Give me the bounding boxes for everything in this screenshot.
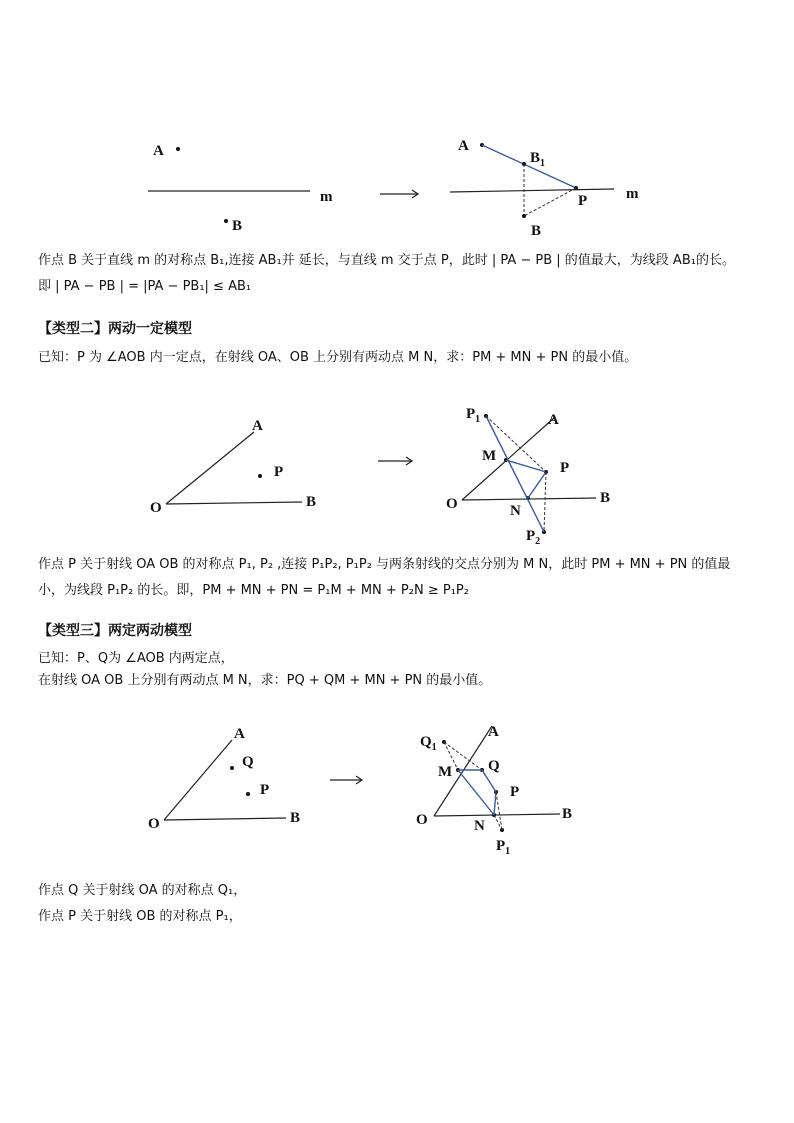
fig3-label-M: M: [438, 764, 453, 780]
figure-1: [140, 100, 685, 250]
fig1-label-P: P: [578, 193, 588, 209]
fig3-label-A-right: A: [488, 724, 499, 740]
fig3-label-O: O: [148, 816, 160, 832]
fig3-label-B-right: B: [562, 806, 573, 822]
fig3-label-P-right: P: [510, 784, 520, 800]
fig3-label-P1: $P_1$: [496, 838, 511, 857]
fig2-label-P: P: [274, 464, 284, 480]
fig1-label-B: B: [232, 218, 243, 234]
fig3-label-Q-right: Q: [488, 758, 500, 774]
explanation-3-line-1: 作点 Q 关于射线 OA 的对称点 Q₁，: [38, 883, 247, 898]
explanation-1-line-1: 作点 B 关于直线 m 的对称点 B₁,连接 AB₁并 延长，与直线 m 交于点 P，此时 | PA − PB | 的值最大，为线段 AB₁的长。: [38, 253, 735, 268]
fig2-label-B-right: B: [600, 490, 611, 506]
fig2-label-P-right: P: [560, 460, 570, 476]
fig2-label-O: O: [150, 500, 162, 516]
fig1-label-B-right: B: [531, 223, 542, 239]
explanation-1-line-2: 即 | PA − PB | = |PA − PB₁| ≤ AB₁: [38, 279, 252, 294]
fig1-label-A-right: A: [458, 138, 469, 154]
fig3-label-N: N: [474, 818, 485, 834]
given-type-3: [38, 648, 768, 692]
given-type-2-line: 已知：P 为 ∠AOB 内一定点，在射线 OA、OB 上分别有两动点 M N，求：PM + MN + PN 的最小值。: [38, 350, 638, 365]
fig3-label-B: B: [290, 810, 301, 826]
fig2-label-A-right: A: [548, 412, 559, 428]
figure-2: [140, 390, 685, 555]
fig2-label-P1: $P_1$: [466, 406, 481, 425]
fig2-label-B: B: [306, 494, 317, 510]
fig3-label-A: A: [234, 726, 245, 742]
fig3-label-Q1: $Q_1$: [420, 734, 437, 753]
explanation-3: [38, 878, 768, 930]
fig2-label-M: M: [482, 448, 497, 464]
fig1-label-m-right: m: [626, 186, 639, 202]
given-type-3-line-2: 在射线 OA OB 上分别有两动点 M N，求：PQ + QM + MN + PN 的最小值。: [38, 673, 492, 688]
fig1-label-B1: $B_1$: [530, 150, 546, 169]
explanation-2-line-2: 小，为线段 P₁P₂ 的长。即，PM + MN + PN = P₁M + MN + P₂N ≥ P₁P₂: [38, 583, 469, 598]
explanation-2-line-1: 作点 P 关于射线 OA OB 的对称点 P₁, P₂ ,连接 P₁P₂, P₁P₂ 与两条射线的交点分别为 M N，此时 PM + MN + PN 的值最: [38, 557, 731, 572]
fig3-label-P: P: [260, 782, 270, 798]
explanation-3-line-2: 作点 P 关于射线 OB 的对称点 P₁，: [38, 909, 242, 924]
heading-type-2: 【类型二】两动一定模型: [38, 321, 192, 337]
fig1-label-m: m: [320, 189, 333, 205]
fig2-label-A: A: [252, 418, 263, 434]
fig1-label-A: A: [153, 143, 164, 159]
heading-type-3: 【类型三】两定两动模型: [38, 623, 192, 639]
explanation-1: [38, 248, 768, 300]
explanation-2: [38, 552, 768, 604]
fig2-label-O-right: O: [446, 496, 458, 512]
fig3-label-Q: Q: [242, 754, 254, 770]
fig2-label-N: N: [510, 503, 521, 519]
fig3-label-O-right: O: [416, 812, 428, 828]
figure-3: [140, 712, 685, 867]
fig2-label-P2: $P_2$: [526, 528, 541, 547]
given-type-2: [38, 345, 768, 371]
given-type-3-line-1: 已知：P、Q为 ∠AOB 内两定点，: [38, 651, 234, 666]
